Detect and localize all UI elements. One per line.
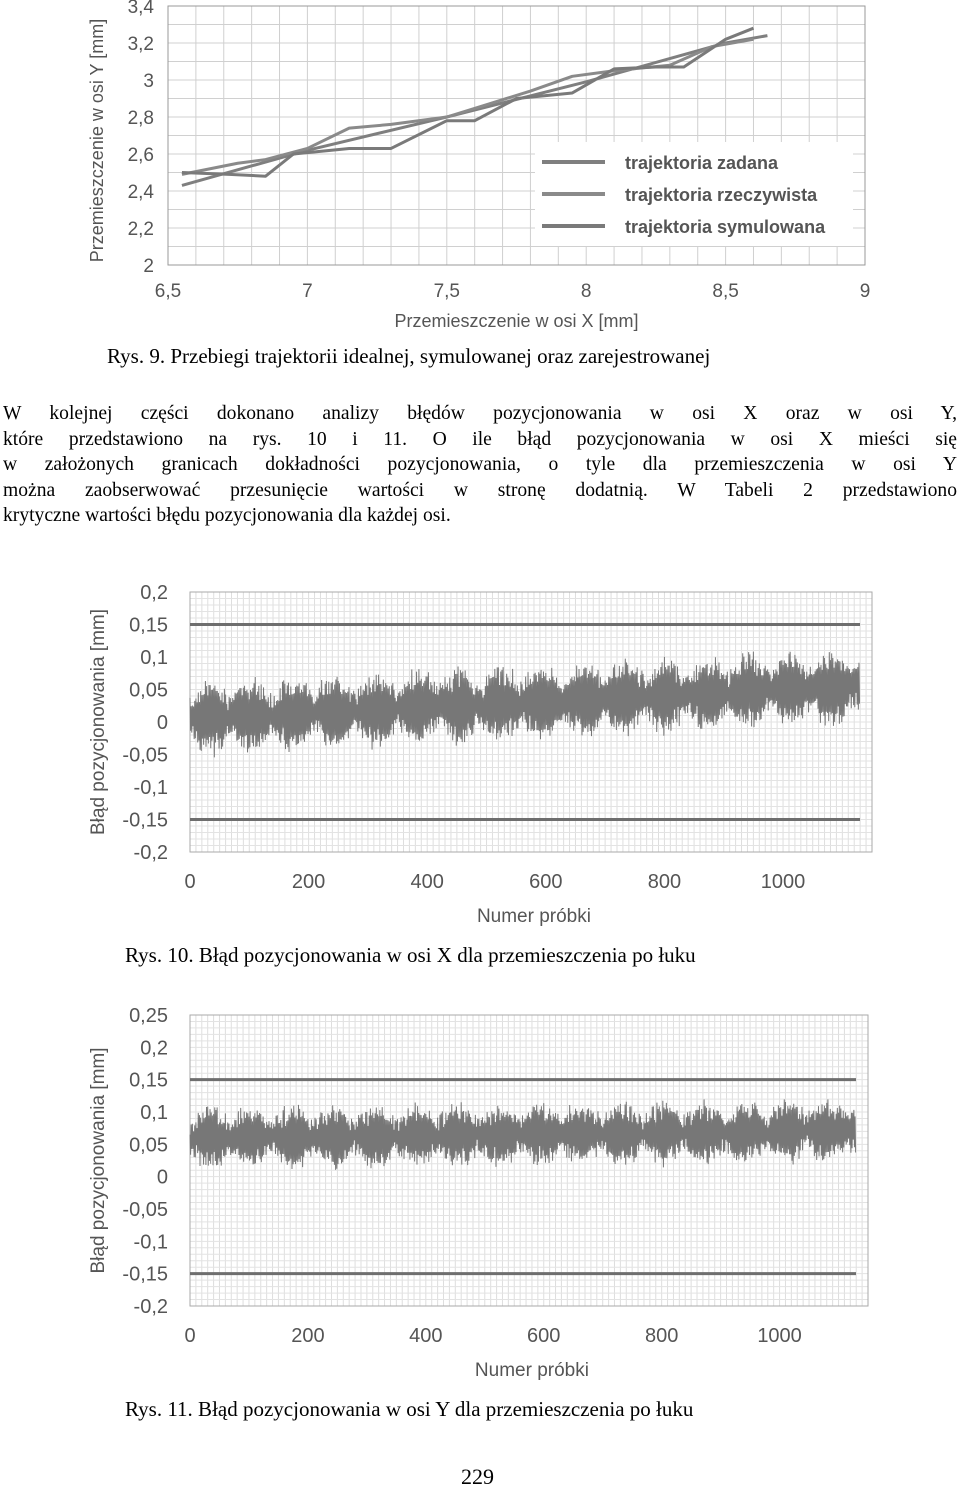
y-tick-label: 0 [156,712,168,734]
legend-label: trajektoria zadana [625,153,779,173]
x-tick-label: 800 [647,871,682,893]
y-tick-label: 0,2 [140,582,168,604]
x-tick-label: 200 [291,1325,325,1347]
y-tick-label: 2,6 [127,145,154,166]
x-tick-label: 9 [859,281,871,302]
paragraph-line: w założonych granicach dokładności pozycjonowania, o tyle dla przemieszczenia w osi Y [3,454,957,475]
x-tick-label: 1000 [760,871,806,893]
y-tick-label: 0 [156,1166,168,1189]
error-y-chart [80,998,880,1388]
y-tick-label: 2,8 [127,108,154,129]
trajectory-chart [80,0,900,335]
x-tick-label: 600 [529,871,563,893]
y-tick-label: 0,2 [140,1037,168,1060]
y-tick-label: 3 [143,71,154,92]
y-tick-label: 2,4 [127,182,154,203]
x-tick-label: 7,5 [433,281,461,302]
y-tick-label: 2,2 [127,219,154,240]
x-tick-label: 400 [409,1325,443,1347]
y-tick-label: -0,2 [133,842,168,864]
y-tick-label: 0,1 [140,647,168,669]
y-tick-label: 0,15 [129,614,168,637]
x-tick-label: 200 [291,871,326,893]
x-axis-title: Numer próbki [474,1360,589,1381]
paragraph-line: które przedstawiono na rys. 10 i 11. O ile błąd pozycjonowania w osi X mieści się [3,428,957,450]
page-number: 229 [461,1464,494,1489]
y-tick-label: -0,15 [122,809,168,832]
error-x-chart [80,572,880,934]
y-axis-title: Błąd pozycjonowania [mm] [88,609,109,835]
y-tick-label: -0,1 [133,1231,168,1254]
legend-label: trajektoria rzeczywista [625,185,818,205]
y-tick-label: -0,05 [122,744,168,767]
paragraph-line: W kolejnej części dokonano analizy błędów pozycjonowania w osi X oraz w osi Y, [3,403,957,424]
y-tick-label: -0,15 [122,1263,168,1286]
y-tick-label: 0,25 [129,1005,168,1027]
x-tick-label: 6,5 [154,281,182,302]
x-tick-label: 400 [410,871,444,893]
y-tick-label: 3,2 [127,34,154,55]
x-tick-label: 0 [184,1325,196,1347]
x-axis-title: Przemieszczenie w osi X [mm] [394,311,639,331]
paragraph-line: krytyczne wartości błędu pozycjonowania dla każdej osi. [3,505,451,526]
y-tick-label: -0,05 [122,1199,168,1221]
y-tick-label: -0,1 [133,777,168,799]
y-tick-label: 0,05 [129,679,168,702]
figure-11-caption: Rys. 11. Błąd pozycjonowania w osi Y dla przemieszczenia po łuku [125,1397,694,1421]
y-tick-label: -0,2 [133,1296,168,1318]
y-tick-label: 3,4 [127,0,154,18]
x-tick-label: 0 [184,871,196,893]
x-tick-label: 8 [580,281,592,302]
legend-label: trajektoria symulowana [625,217,826,237]
x-axis-title: Numer próbki [476,906,591,927]
figure-10-caption: Rys. 10. Błąd pozycjonowania w osi X dla przemieszczenia po łuku [125,943,696,967]
y-axis-title: Błąd pozycjonowania [mm] [88,1047,109,1274]
x-tick-label: 800 [644,1325,679,1347]
paragraph-line: można zaobserwować przesunięcie wartości w stronę dodatnią. W Tabeli 2 przedstawiono [3,479,957,501]
x-tick-label: 1000 [757,1325,802,1347]
y-tick-label: 0,1 [140,1102,168,1124]
y-tick-label: 2 [143,256,154,277]
paragraph [3,401,957,529]
x-tick-label: 7 [302,281,313,302]
x-tick-label: 8,5 [712,281,739,302]
x-tick-label: 600 [527,1325,561,1347]
y-axis-title: Przemieszczenie w osi Y [mm] [87,18,107,263]
y-tick-label: 0,05 [129,1134,168,1157]
figure-9-caption: Rys. 9. Przebiegi trajektorii idealnej, symulowanej oraz zarejestrowanej [107,344,711,368]
y-tick-label: 0,15 [129,1069,168,1092]
